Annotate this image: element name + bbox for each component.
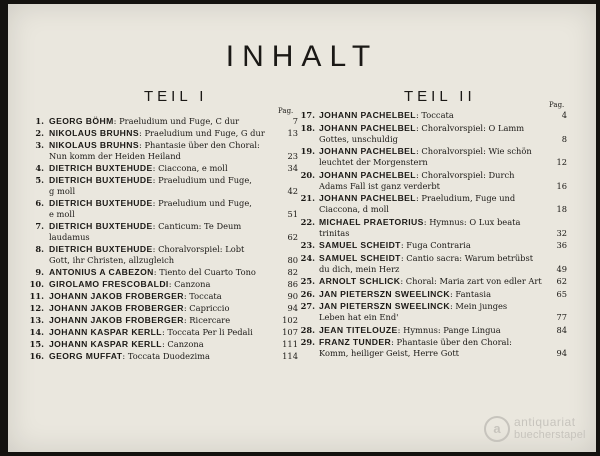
work-title: : Cantio sacra: Warum betrübst [400, 252, 534, 263]
entry-number: 5. [35, 175, 44, 185]
toc-entry-line [28, 291, 298, 302]
entry-text [319, 134, 398, 145]
composer-name: SAMUEL SCHEIDT [319, 252, 401, 263]
composer-name: DIETRICH BUXTEHUDE [49, 221, 153, 231]
page-number: 80 [287, 255, 298, 265]
toc-entry [28, 198, 298, 220]
toc-entry-line [28, 255, 298, 266]
toc-entry-line [28, 315, 298, 326]
toc-entry-line [299, 157, 567, 168]
toc-entry [299, 301, 567, 323]
toc-entry [28, 116, 298, 127]
work-title: : Praeludium und Fuge, G dur [139, 128, 265, 138]
work-title: Nun komm der Heiden Heiland [49, 151, 181, 161]
toc-entry [28, 128, 298, 139]
work-title: : Hymnus: O Lux beata [423, 216, 521, 227]
toc-entry [28, 267, 298, 278]
work-title: : Toccata [415, 110, 454, 120]
entry-number: 21. [300, 193, 315, 203]
composer-name: SAMUEL SCHEIDT [319, 240, 401, 250]
toc-entry-line [299, 337, 567, 348]
page-number: 62 [556, 276, 567, 286]
entry-text [319, 146, 532, 157]
toc-entry [299, 217, 567, 239]
toc-entry-line [299, 253, 567, 264]
entry-text [319, 348, 459, 359]
entry-text [49, 128, 265, 139]
toc-entry-line [28, 327, 298, 338]
entry-text [49, 209, 75, 220]
toc-entry [28, 339, 298, 350]
work-title: : Praeludium und Fuge, [152, 198, 252, 208]
composer-name: GIROLAMO FRESCOBALDI [49, 279, 169, 289]
toc-entry [28, 291, 298, 302]
composer-name: GEORG MUFFAT [49, 351, 123, 361]
entry-text [49, 175, 252, 186]
work-title: du dich, mein Herz [319, 263, 400, 274]
work-title: : Choralvorspiel: O Lamm [415, 122, 525, 133]
composer-name: NIKOLAUS BRUHNS [49, 140, 140, 150]
work-title: Ciaccona, d moll [319, 204, 389, 214]
entry-text [49, 232, 90, 243]
toc-entry-line [28, 339, 298, 350]
work-title: : Choralvorspiel: Wie schön [415, 146, 532, 156]
page-number: 94 [556, 348, 567, 358]
entry-text [49, 221, 241, 232]
page-number: 77 [556, 312, 567, 322]
entry-number: 23. [300, 240, 315, 250]
toc-entry-line [28, 186, 298, 197]
toc-entry [28, 140, 298, 162]
work-title: Gott, ihr Christen, allzugleich [49, 255, 175, 265]
entry-text [49, 140, 260, 151]
entry-text [319, 276, 542, 287]
entry-text [49, 244, 244, 255]
entry-number: 27. [300, 301, 315, 311]
composer-name: JAN PIETERSZN SWEELINCK [319, 301, 450, 311]
work-title: : Choral: Maria zart von edler Art [400, 276, 542, 286]
page-number: 62 [287, 232, 298, 242]
entry-number: 15. [29, 339, 44, 349]
toc-entry [28, 315, 298, 326]
entry-number: 6. [35, 198, 44, 208]
pag-label-left: Pag. [278, 107, 294, 115]
entry-text [49, 303, 229, 314]
work-title: : Tiento del Cuarto Tono [153, 267, 256, 277]
work-title: : Choralvorspiel: Durch [415, 169, 515, 180]
toc-entry [299, 325, 567, 336]
toc-column-teil-2 [299, 110, 567, 361]
entry-number: 10. [29, 279, 44, 289]
toc-entry-line [28, 140, 298, 151]
entry-text [49, 315, 230, 326]
composer-name: JEAN TITELOUZE [319, 324, 398, 335]
work-title: : Canzona [161, 339, 204, 349]
toc-entry [299, 337, 567, 359]
entry-number: 1. [35, 116, 44, 126]
entry-number: 28. [300, 324, 315, 335]
toc-entry-line [28, 244, 298, 255]
entry-text [49, 163, 228, 174]
page-number: 111 [282, 339, 298, 349]
entry-text [49, 327, 253, 338]
entry-text [319, 217, 520, 228]
composer-name: DIETRICH BUXTEHUDE [49, 175, 153, 185]
entry-number: 11. [29, 291, 44, 301]
toc-entry [299, 170, 567, 192]
composer-name: DIETRICH BUXTEHUDE [49, 163, 153, 173]
toc-entry [299, 123, 567, 145]
page-number: 86 [287, 279, 298, 289]
toc-entry [28, 163, 298, 174]
toc-entry [299, 193, 567, 215]
toc-entry [28, 303, 298, 314]
entry-number: 22. [300, 216, 315, 227]
work-title: Gottes, unschuldig [319, 133, 398, 144]
toc-entry [28, 244, 298, 266]
composer-name: JOHANN KASPAR KERLL [49, 339, 162, 349]
composer-name: MICHAEL PRAETORIUS [319, 216, 424, 227]
entry-number: 26. [300, 288, 315, 299]
entry-text [319, 228, 350, 239]
work-title: : Ciaccona, e moll [152, 163, 228, 173]
entry-number: 3. [35, 140, 44, 150]
entry-text [49, 279, 210, 290]
toc-entry-line [299, 204, 567, 215]
toc-entry-line [28, 209, 298, 220]
toc-entry-line [299, 193, 567, 204]
entry-text [319, 181, 440, 192]
work-title: Leben hat ein End' [319, 312, 399, 322]
page-number: 36 [556, 240, 567, 250]
entry-number: 12. [29, 303, 44, 313]
entry-text [49, 291, 222, 302]
work-title: : Hymnus: Pange Lingua [397, 324, 501, 335]
composer-name: JOHANN PACHELBEL [319, 146, 416, 156]
entry-text [49, 198, 252, 209]
toc-entry-line [28, 151, 298, 162]
composer-name: GEORG BÖHM [49, 116, 114, 126]
composer-name: JOHANN KASPAR KERLL [49, 327, 162, 337]
entry-text [49, 267, 256, 278]
page-number: 107 [282, 327, 298, 337]
composer-name: JOHANN PACHELBEL [319, 193, 416, 203]
pag-label-right: Pag. [549, 101, 565, 109]
toc-entry-line [299, 123, 567, 134]
page-number: 82 [287, 267, 298, 277]
toc-entry-line [299, 289, 567, 300]
entry-text [319, 170, 514, 181]
entry-text [319, 312, 398, 323]
toc-entry-line [28, 175, 298, 186]
work-title: : Ricercare [183, 315, 231, 325]
composer-name: JAN PIETERSZN SWEELINCK [319, 288, 450, 299]
toc-entry [28, 221, 298, 243]
entry-text [49, 351, 210, 362]
toc-entry-line [299, 348, 567, 359]
toc-entry [299, 276, 567, 287]
entry-number: 20. [300, 169, 315, 180]
page-number: 65 [556, 288, 567, 299]
entry-text [319, 289, 491, 300]
entry-text [49, 339, 204, 350]
entry-text [49, 255, 174, 266]
work-title: : Fantasia [449, 288, 492, 299]
entry-text [319, 110, 454, 121]
toc-entry [299, 110, 567, 121]
toc-entry [28, 175, 298, 197]
work-title: : Toccata [183, 291, 222, 301]
toc-entry-line [28, 279, 298, 290]
toc-entry-line [299, 181, 567, 192]
entry-text [49, 116, 239, 127]
page-number: 4 [561, 110, 567, 120]
page-number: 18 [556, 204, 567, 214]
toc-entry-line [299, 276, 567, 287]
work-title: laudamus [49, 232, 90, 242]
entry-number: 29. [300, 337, 315, 347]
toc-entry-line [28, 267, 298, 278]
composer-name: JOHANN PACHELBEL [319, 110, 416, 120]
work-title: Komm, heiliger Geist, Herre Gott [319, 348, 459, 358]
teil-2-heading: TEIL II [404, 88, 476, 105]
composer-name: JOHANN JAKOB FROBERGER [49, 291, 184, 301]
entry-number: 4. [35, 163, 44, 173]
work-title: : Canzona [168, 279, 211, 289]
entry-text [49, 151, 181, 162]
toc-entry-line [299, 217, 567, 228]
composer-name: JOHANN JAKOB FROBERGER [49, 303, 184, 313]
work-title: : Praeludium und Fuge, C dur [113, 116, 240, 126]
entry-number: 19. [300, 146, 315, 156]
page-number: 7 [292, 116, 298, 126]
toc-entry-line [299, 325, 567, 336]
watermark-line-2: buecherstapel [514, 429, 586, 441]
work-title: : Praeludium und Fuge, [152, 175, 252, 185]
entry-text [319, 325, 501, 336]
entry-number: 2. [35, 128, 44, 138]
page-number: 94 [287, 303, 298, 313]
work-title: : Fuga Contraria [400, 240, 471, 250]
entry-number: 8. [35, 244, 44, 254]
work-title: : Choralvorspiel: Lobt [152, 244, 245, 254]
watermark-logo-icon: a [484, 416, 510, 442]
toc-entry-line [299, 110, 567, 121]
entry-text [49, 186, 75, 197]
entry-number: 24. [300, 252, 315, 263]
entry-text [319, 337, 512, 348]
entry-number: 16. [29, 351, 44, 361]
toc-entry-line [28, 128, 298, 139]
toc-entry [28, 279, 298, 290]
work-title: : Toccata Per li Pedali [161, 327, 253, 337]
entry-text [319, 123, 524, 134]
work-title: : Toccata Duodezima [122, 351, 210, 361]
toc-entry [28, 351, 298, 362]
entry-text [319, 157, 428, 168]
composer-name: JOHANN PACHELBEL [319, 169, 416, 180]
work-title: : Phantasie über den Choral: [391, 337, 512, 347]
toc-entry-line [299, 301, 567, 312]
work-title: e moll [49, 209, 75, 219]
work-title: g moll [49, 186, 76, 196]
entry-number: 14. [29, 327, 44, 337]
composer-name: DIETRICH BUXTEHUDE [49, 198, 153, 208]
toc-entry-line [28, 232, 298, 243]
toc-entry [299, 146, 567, 168]
toc-column-teil-1 [28, 116, 298, 363]
toc-entry-line [28, 163, 298, 174]
page-number: 102 [282, 315, 298, 325]
composer-name: ARNOLT SCHLICK [319, 276, 401, 286]
work-title: : Capriccio [183, 303, 230, 313]
toc-entry-line [28, 351, 298, 362]
page-number: 90 [287, 291, 298, 301]
toc-entry-line [299, 240, 567, 251]
entry-text [319, 301, 507, 312]
toc-entry-line [28, 303, 298, 314]
page-number: 42 [287, 186, 298, 196]
toc-entry-line [28, 116, 298, 127]
composer-name: JOHANN JAKOB FROBERGER [49, 315, 184, 325]
toc-entry-line [299, 134, 567, 145]
toc-entry-line [299, 170, 567, 181]
toc-entry [299, 240, 567, 251]
composer-name: NIKOLAUS BRUHNS [49, 128, 140, 138]
page-number: 114 [282, 351, 298, 361]
entry-number: 25. [300, 276, 315, 286]
toc-entry-line [28, 198, 298, 209]
composer-name: DIETRICH BUXTEHUDE [49, 244, 153, 254]
work-title: : Mein junges [449, 301, 508, 311]
toc-entry-line [299, 228, 567, 239]
composer-name: JOHANN PACHELBEL [319, 122, 416, 133]
toc-entry-line [299, 312, 567, 323]
entry-text [319, 264, 399, 275]
composer-name: FRANZ TUNDER [319, 337, 392, 347]
entry-text [319, 204, 389, 215]
toc-entry-line [299, 264, 567, 275]
watermark [484, 412, 590, 446]
page-number: 32 [556, 227, 567, 238]
work-title: : Phantasie über den Choral: [139, 140, 260, 150]
page-number: 23 [287, 151, 298, 161]
work-title: : Praeludium, Fuge und [415, 193, 516, 203]
toc-entry-line [299, 146, 567, 157]
work-title: Adams Fall ist ganz verderbt [319, 180, 440, 191]
work-title: trinitas [319, 227, 350, 238]
toc-entry-line [28, 221, 298, 232]
entry-text [319, 193, 515, 204]
watermark-line-1: antiquariat [514, 415, 576, 429]
entry-text [319, 240, 471, 251]
entry-number: 13. [29, 315, 44, 325]
book-page [8, 4, 596, 452]
page-number: 16 [556, 180, 567, 191]
page-number: 49 [556, 263, 567, 274]
work-title: leuchtet der Morgenstern [319, 157, 428, 167]
entry-number: 17. [300, 110, 315, 120]
toc-entry [28, 327, 298, 338]
work-title: : Canticum: Te Deum [152, 221, 242, 231]
page-number: 12 [556, 157, 567, 167]
page-number: 8 [561, 133, 567, 144]
entry-number: 9. [35, 267, 44, 277]
entry-number: 18. [300, 122, 315, 133]
entry-number: 7. [35, 221, 44, 231]
teil-1-heading: TEIL I [144, 88, 208, 105]
page-title: INHALT [225, 40, 379, 73]
page-number: 13 [287, 128, 298, 138]
entry-text [319, 253, 533, 264]
toc-entry [299, 253, 567, 275]
page-number: 51 [287, 209, 298, 219]
page-number: 34 [287, 163, 298, 173]
composer-name: ANTONIUS A CABEZON [49, 267, 154, 277]
toc-entry [299, 289, 567, 300]
page-number: 84 [556, 324, 567, 335]
